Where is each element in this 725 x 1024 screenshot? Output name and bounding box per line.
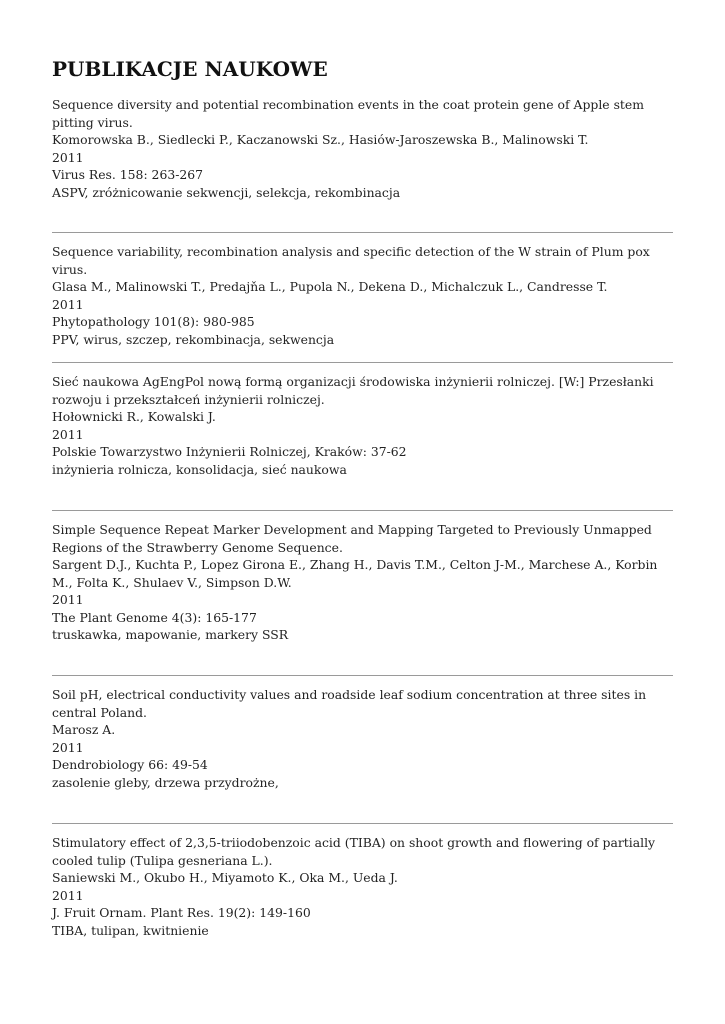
publication-authors: Marosz A.: [52, 722, 116, 737]
publication-title: Soil pH, electrical conductivity values and roadside leaf sodium concentration at three sites in central Poland.: [52, 687, 647, 720]
publication-authors: Saniewski M., Okubo H., Miyamoto K., Oka M., Ueda J.: [52, 870, 398, 885]
publication-year: 2011: [52, 592, 84, 607]
publication-year: 2011: [52, 739, 84, 755]
publication-source: Phytopathology 101(8): 980-985: [52, 314, 255, 329]
publication-title: Sequence variability, recombination analysis and specific detection of the W strain of Plum pox virus.: [52, 244, 650, 277]
publication-year: 2011: [52, 296, 84, 312]
publication-keywords: truskawka, mapowanie, markery SSR: [52, 627, 289, 642]
publication-source: Virus Res. 158: 263-267: [52, 167, 204, 182]
publication-source: Polskie Towarzystwo Inżynierii Rolniczej, Kraków: 37-62: [52, 444, 407, 459]
publication-title: Sequence diversity and potential recombination events in the coat protein gene of Apple stem pitting virus.: [52, 97, 644, 130]
publication-authors: Hołownicki R., Kowalski J.: [52, 409, 216, 424]
publication-keywords: ASPV, zróżnicowanie sekwencji, selekcja, rekombinacja: [52, 184, 401, 200]
publication-source: J. Fruit Ornam. Plant Res. 19(2): 149-160: [52, 905, 311, 920]
page-title: PUBLIKACJE NAUKOWE: [52, 57, 328, 81]
publication-entry: [52, 96, 674, 201]
separator-line: [52, 675, 673, 676]
publication-keywords: zasolenie gleby, drzewa przydrożne,: [52, 774, 279, 790]
publication-authors: Sargent D.J., Kuchta P., Lopez Girona E., Zhang H., Davis T.M., Celton J-M., Marchese A., Korbin M., Folta K., Shulaev V., Simpson D.W.: [52, 557, 658, 590]
publication-year: 2011: [52, 887, 84, 903]
publication-entry: [52, 373, 674, 478]
publication-year: 2011: [52, 426, 84, 442]
separator-line: [52, 510, 673, 511]
publication-entry: [52, 834, 674, 939]
publication-keywords: inżynieria rolnicza, konsolidacja, sieć naukowa: [52, 461, 347, 477]
publication-entry: [52, 521, 674, 644]
publication-title: Stimulatory effect of 2,3,5-triiodobenzoic acid (TIBA) on shoot growth and flowering of partially cooled tulip (Tulipa gesneriana L.).: [52, 835, 656, 868]
publication-keywords: PPV, wirus, szczep, rekombinacja, sekwencja: [52, 331, 335, 347]
separator-line: [52, 823, 673, 824]
publication-year: 2011: [52, 149, 84, 165]
publication-authors: Glasa M., Malinowski T., Predajňa L., Pupola N., Dekena D., Michalczuk L., Candresse T.: [52, 279, 608, 294]
publication-title: Sieć naukowa AgEngPol nową formą organizacji środowiska inżynierii rolniczej. [W:] Przesłanki rozwoju i przekształceń inżynierii rolniczej.: [52, 374, 654, 407]
separator-line: [52, 232, 673, 233]
publication-keywords: TIBA, tulipan, kwitnienie: [52, 922, 209, 938]
publication-entry: [52, 686, 674, 791]
publication-source: The Plant Genome 4(3): 165-177: [52, 609, 257, 625]
publication-source: Dendrobiology 66: 49-54: [52, 757, 208, 772]
separator-line: [52, 362, 673, 363]
publication-authors: Komorowska B., Siedlecki P., Kaczanowski Sz., Hasiów-Jaroszewska B., Malinowski T.: [52, 132, 589, 147]
publication-title: Simple Sequence Repeat Marker Development and Mapping Targeted to Previously Unmapped Regions of the Strawberry Genome Sequence.: [52, 522, 652, 555]
publication-entry: [52, 243, 674, 348]
